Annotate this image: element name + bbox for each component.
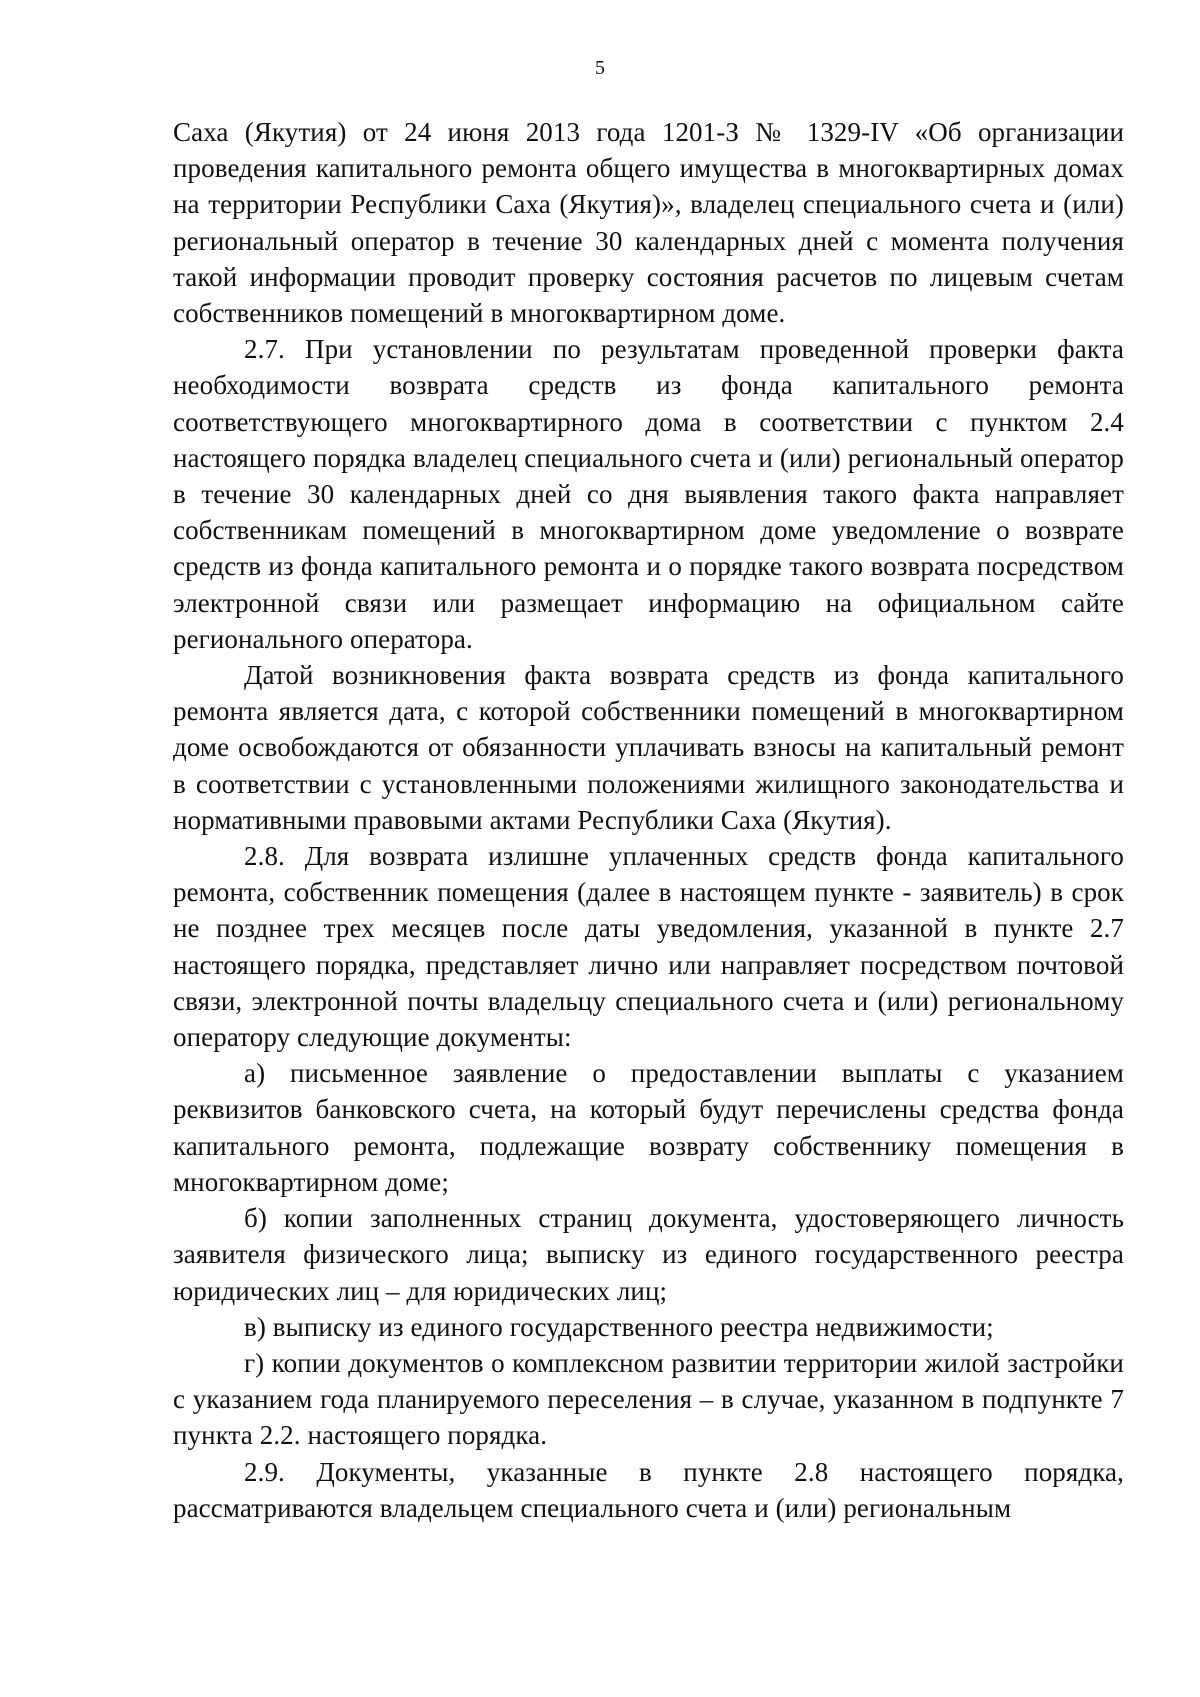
paragraph-continuation: Саха (Якутия) от 24 июня 2013 года 1201-З № 1329-IV «Об организации проведения капитального ремонта общего имущества в многоквартирных домах на территории Республики Саха (Якутия)», владелец специального счета и (или) региональный оператор в течение 30 календарных дней с момента получения такой информации проводит проверку состояния расчетов по лицевым счетам собственников помещений в многоквартирном доме.	[173, 117, 1124, 329]
list-item-a: а) письменное заявление о предоставлении выплаты с указанием реквизитов банковского счета, на который будут перечислены средства фонда капитального ремонта, подлежащие возврату собственнику помещения в многоквартирном доме;	[173, 1058, 1124, 1197]
document-body	[173, 114, 1124, 1526]
paragraph-return-date: Датой возникновения факта возврата средств из фонда капитального ремонта является дата, с которой собственники помещений в многоквартирном доме освобождаются от обязанности уплачивать взносы на капитальный ремонт в соответствии с установленными положениями жилищного законодательства и нормативными правовыми актами Республики Саха (Якутия).	[173, 660, 1124, 835]
paragraph-2-7: 2.7. При установлении по результатам проведенной проверки факта необходимости возврата средств из фонда капитального ремонта соответствующего многоквартирного дома в соответствии с пунктом 2.4 настоящего порядка владелец специального счета и (или) региональный оператор в течение 30 календарных дней со дня выявления такого факта направляет собственникам помещений в многоквартирном доме уведомление о возврате средств из фонда капитального ремонта и о порядке такого возврата посредством электронной связи или размещает информацию на официальном сайте регионального оператора.	[173, 334, 1124, 654]
paragraph-2-8: 2.8. Для возврата излишне уплаченных средств фонда капитального ремонта, собственник помещения (далее в настоящем пункте - заявитель) в срок не позднее трех месяцев после даты уведомления, указанной в пункте 2.7 настоящего порядка, представляет лично или направляет посредством почтовой связи, электронной почты владельцу специального счета и (или) региональному оператору следующие документы:	[173, 841, 1124, 1053]
paragraph-2-9: 2.9. Документы, указанные в пункте 2.8 настоящего порядка, рассматриваются владельцем специального счета и (или) региональным	[173, 1456, 1124, 1523]
page-number: 5	[595, 57, 605, 79]
list-item-b: б) копии заполненных страниц документа, удостоверяющего личность заявителя физического лица; выписку из единого государственного реестра юридических лиц – для юридических лиц;	[173, 1203, 1124, 1306]
list-item-v: в) выписку из единого государственного реестра недвижимости;	[244, 1311, 994, 1342]
list-item-g: г) копии документов о комплексном развитии территории жилой застройки с указанием года планируемого переселения – в случае, указанном в подпункте 7 пункта 2.2. настоящего порядка.	[173, 1347, 1124, 1451]
